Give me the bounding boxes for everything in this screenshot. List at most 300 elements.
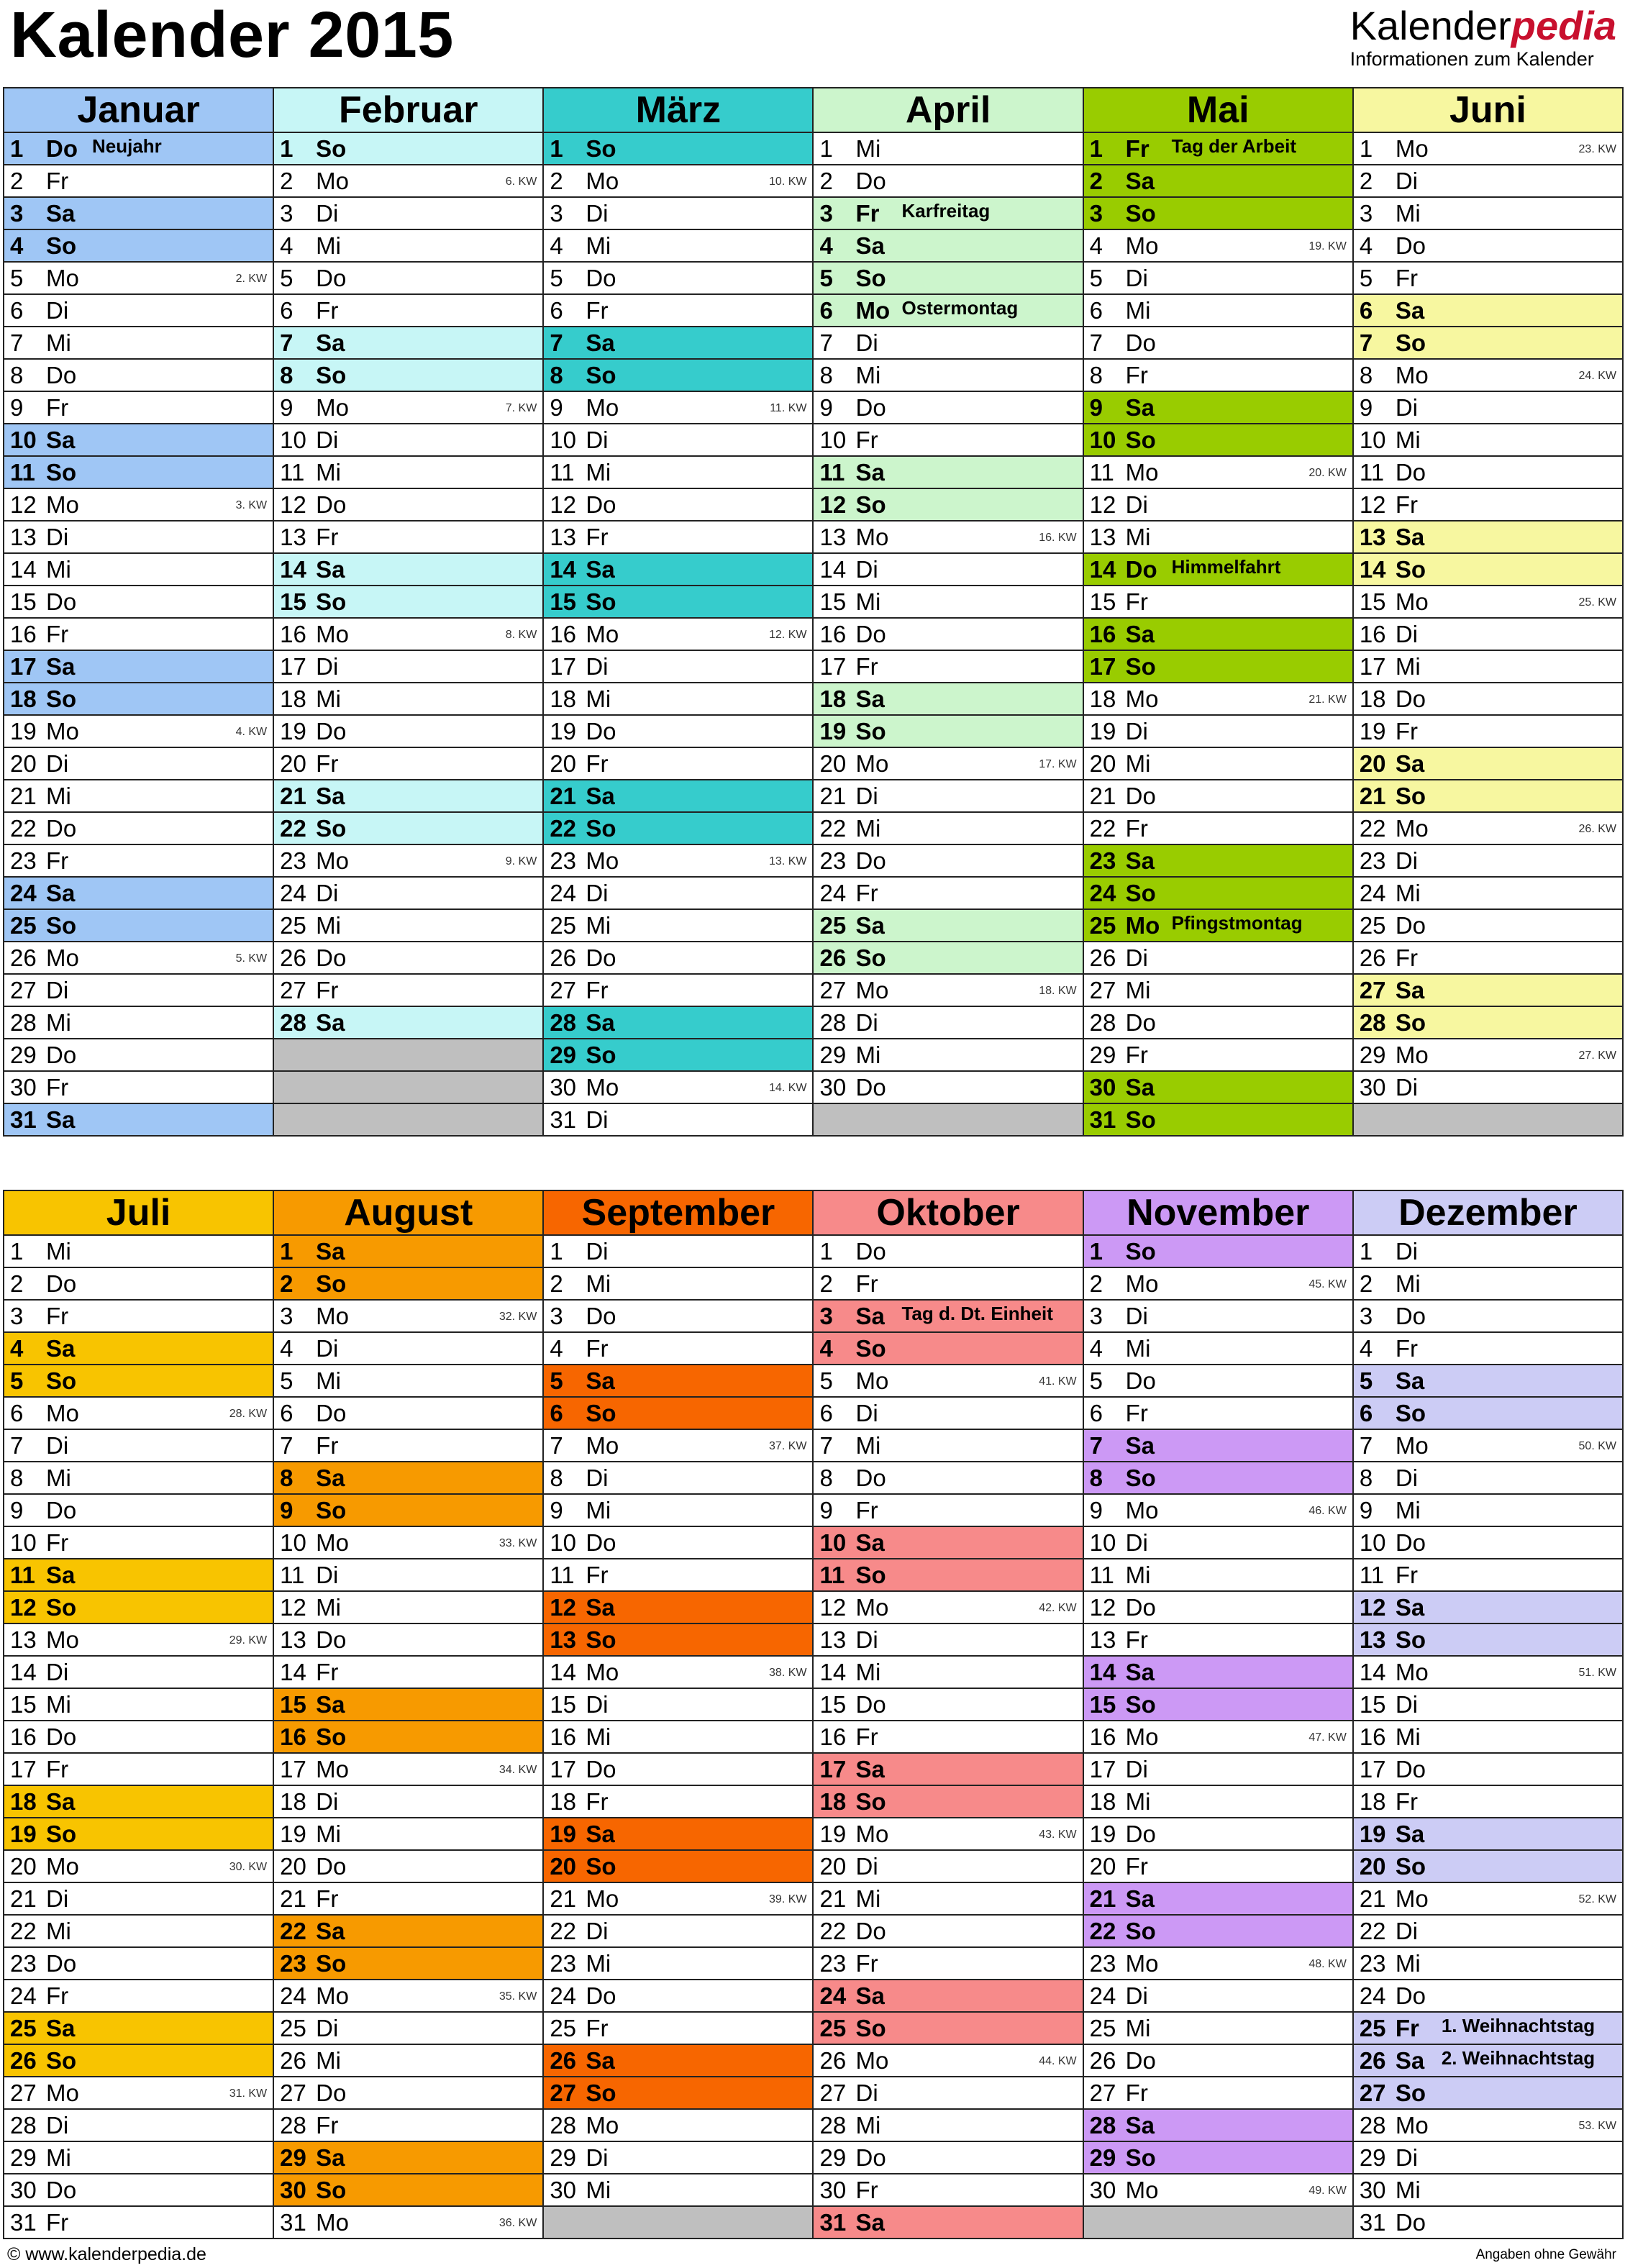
day-row[interactable] (1084, 1268, 1354, 1301)
day-row[interactable] (1084, 1398, 1354, 1430)
day-row[interactable] (4, 392, 274, 424)
day-row[interactable] (274, 1883, 544, 1916)
day-row[interactable] (814, 1430, 1083, 1462)
day-row[interactable] (814, 1039, 1083, 1072)
day-row[interactable] (1354, 165, 1624, 198)
day-row[interactable] (1084, 1301, 1354, 1333)
day-row[interactable] (1084, 748, 1354, 780)
day-row[interactable] (1354, 1365, 1624, 1398)
day-row[interactable] (4, 1236, 274, 1268)
day-row[interactable] (274, 1268, 544, 1301)
day-row[interactable] (274, 2207, 544, 2239)
day-row[interactable] (1084, 1559, 1354, 1592)
day-row[interactable] (1084, 1365, 1354, 1398)
day-row[interactable] (1354, 133, 1624, 165)
day-row[interactable] (274, 1462, 544, 1495)
day-row[interactable] (544, 424, 814, 457)
day-row[interactable] (1084, 360, 1354, 392)
day-row[interactable] (544, 651, 814, 683)
day-row[interactable] (544, 165, 814, 198)
day-row[interactable] (1354, 748, 1624, 780)
day-row[interactable] (1084, 1689, 1354, 1721)
day-row[interactable] (1354, 1786, 1624, 1818)
day-row[interactable] (274, 619, 544, 651)
day-row[interactable] (814, 780, 1083, 813)
day-row[interactable] (274, 2013, 544, 2045)
day-row[interactable] (1354, 910, 1624, 942)
day-row[interactable] (274, 1430, 544, 1462)
day-row[interactable] (814, 910, 1083, 942)
day-row[interactable] (1354, 198, 1624, 230)
day-row[interactable] (814, 1559, 1083, 1592)
day-row[interactable] (1354, 1624, 1624, 1657)
day-row[interactable] (544, 1039, 814, 1072)
day-row[interactable] (4, 1462, 274, 1495)
day-row[interactable] (544, 619, 814, 651)
day-row[interactable] (1084, 327, 1354, 360)
day-row[interactable] (274, 1333, 544, 1365)
day-row[interactable] (544, 198, 814, 230)
day-row[interactable] (544, 1948, 814, 1980)
day-row[interactable] (4, 1268, 274, 1301)
day-row[interactable] (1084, 1980, 1354, 2013)
day-row[interactable] (814, 1592, 1083, 1624)
day-row[interactable] (274, 780, 544, 813)
day-row[interactable] (544, 1592, 814, 1624)
day-row[interactable] (274, 1657, 544, 1689)
day-row[interactable] (814, 554, 1083, 586)
day-row[interactable] (1354, 716, 1624, 748)
day-row[interactable] (544, 813, 814, 845)
day-row[interactable] (814, 1007, 1083, 1039)
day-row[interactable] (1084, 1916, 1354, 1948)
day-row[interactable] (544, 489, 814, 522)
day-row[interactable] (814, 716, 1083, 748)
day-row[interactable] (4, 1980, 274, 2013)
day-row[interactable] (814, 2045, 1083, 2077)
day-row[interactable] (1084, 2142, 1354, 2174)
day-row[interactable] (1084, 1462, 1354, 1495)
day-row[interactable] (4, 942, 274, 975)
day-row[interactable] (544, 910, 814, 942)
day-row[interactable] (814, 1236, 1083, 1268)
day-row[interactable] (1084, 1624, 1354, 1657)
day-row[interactable] (1354, 780, 1624, 813)
day-row[interactable] (274, 586, 544, 619)
day-row[interactable] (1084, 1592, 1354, 1624)
day-row[interactable] (1084, 651, 1354, 683)
day-row[interactable] (1354, 1527, 1624, 1559)
day-row[interactable] (274, 1365, 544, 1398)
day-row[interactable] (544, 1851, 814, 1883)
day-row[interactable] (1354, 1559, 1624, 1592)
day-row[interactable] (1354, 1754, 1624, 1786)
day-row[interactable] (4, 716, 274, 748)
day-row[interactable] (1354, 586, 1624, 619)
day-row[interactable] (274, 295, 544, 327)
day-row[interactable] (1354, 1851, 1624, 1883)
day-row[interactable] (1354, 1818, 1624, 1851)
day-row[interactable] (1354, 230, 1624, 263)
day-row[interactable] (4, 619, 274, 651)
day-row[interactable] (814, 1689, 1083, 1721)
day-row[interactable] (1354, 1007, 1624, 1039)
day-row[interactable] (1084, 392, 1354, 424)
day-row[interactable] (274, 263, 544, 295)
day-row[interactable] (1084, 716, 1354, 748)
day-row[interactable] (4, 1721, 274, 1754)
day-row[interactable] (1084, 1721, 1354, 1754)
day-row[interactable] (1084, 1072, 1354, 1104)
day-row[interactable] (544, 230, 814, 263)
day-row[interactable] (274, 392, 544, 424)
day-row[interactable] (4, 230, 274, 263)
day-row[interactable] (4, 1818, 274, 1851)
day-row[interactable] (274, 1559, 544, 1592)
day-row[interactable] (1354, 1333, 1624, 1365)
day-row[interactable] (274, 813, 544, 845)
day-row[interactable] (4, 1657, 274, 1689)
day-row[interactable] (1354, 1980, 1624, 2013)
day-row[interactable] (1084, 2174, 1354, 2207)
day-row[interactable] (814, 1268, 1083, 1301)
day-row[interactable] (814, 619, 1083, 651)
day-row[interactable] (274, 2045, 544, 2077)
day-row[interactable] (544, 975, 814, 1007)
day-row[interactable] (1354, 554, 1624, 586)
day-row[interactable] (814, 1072, 1083, 1104)
day-row[interactable] (814, 295, 1083, 327)
day-row[interactable] (1084, 1007, 1354, 1039)
day-row[interactable] (1084, 424, 1354, 457)
day-row[interactable] (1084, 1333, 1354, 1365)
day-row[interactable] (4, 2045, 274, 2077)
day-row[interactable] (814, 392, 1083, 424)
day-row[interactable] (814, 457, 1083, 489)
day-row[interactable] (1354, 424, 1624, 457)
day-row[interactable] (544, 1398, 814, 1430)
day-row[interactable] (4, 263, 274, 295)
day-row[interactable] (274, 198, 544, 230)
day-row[interactable] (814, 327, 1083, 360)
day-row[interactable] (1354, 1236, 1624, 1268)
day-row[interactable] (1354, 1268, 1624, 1301)
day-row[interactable] (4, 1689, 274, 1721)
day-row[interactable] (814, 1948, 1083, 1980)
day-row[interactable] (274, 2077, 544, 2110)
day-row[interactable] (544, 1689, 814, 1721)
day-row[interactable] (4, 457, 274, 489)
day-row[interactable] (274, 748, 544, 780)
day-row[interactable] (274, 2174, 544, 2207)
day-row[interactable] (274, 1624, 544, 1657)
day-row[interactable] (1084, 230, 1354, 263)
day-row[interactable] (274, 230, 544, 263)
day-row[interactable] (544, 1624, 814, 1657)
day-row[interactable] (4, 1398, 274, 1430)
day-row[interactable] (1084, 198, 1354, 230)
day-row[interactable] (1084, 1527, 1354, 1559)
day-row[interactable] (544, 586, 814, 619)
day-row[interactable] (1354, 1072, 1624, 1104)
day-row[interactable] (1354, 295, 1624, 327)
day-row[interactable] (274, 1527, 544, 1559)
day-row[interactable] (544, 1007, 814, 1039)
day-row[interactable] (1354, 845, 1624, 878)
day-row[interactable] (1354, 1039, 1624, 1072)
day-row[interactable] (1084, 133, 1354, 165)
day-row[interactable] (1084, 1883, 1354, 1916)
day-row[interactable] (4, 327, 274, 360)
day-row[interactable] (814, 2013, 1083, 2045)
day-row[interactable] (544, 1268, 814, 1301)
day-row[interactable] (1354, 1592, 1624, 1624)
day-row[interactable] (4, 1301, 274, 1333)
day-row[interactable] (544, 263, 814, 295)
day-row[interactable] (814, 1883, 1083, 1916)
day-row[interactable] (1354, 457, 1624, 489)
day-row[interactable] (4, 586, 274, 619)
day-row[interactable] (4, 2142, 274, 2174)
day-row[interactable] (544, 1527, 814, 1559)
day-row[interactable] (814, 230, 1083, 263)
day-row[interactable] (814, 1818, 1083, 1851)
day-row[interactable] (4, 295, 274, 327)
day-row[interactable] (1354, 1916, 1624, 1948)
day-row[interactable] (4, 1948, 274, 1980)
day-row[interactable] (4, 2110, 274, 2142)
day-row[interactable] (4, 2174, 274, 2207)
day-row[interactable] (1354, 813, 1624, 845)
day-row[interactable] (1084, 1818, 1354, 1851)
day-row[interactable] (4, 1007, 274, 1039)
day-row[interactable] (274, 910, 544, 942)
day-row[interactable] (274, 424, 544, 457)
day-row[interactable] (814, 263, 1083, 295)
day-row[interactable] (274, 133, 544, 165)
day-row[interactable] (544, 2174, 814, 2207)
day-row[interactable] (814, 1398, 1083, 1430)
day-row[interactable] (1354, 2077, 1624, 2110)
day-row[interactable] (544, 683, 814, 716)
day-row[interactable] (814, 1657, 1083, 1689)
day-row[interactable] (4, 1104, 274, 1137)
day-row[interactable] (4, 1039, 274, 1072)
day-row[interactable] (544, 1721, 814, 1754)
day-row[interactable] (274, 2110, 544, 2142)
day-row[interactable] (1084, 1786, 1354, 1818)
day-row[interactable] (814, 1527, 1083, 1559)
day-row[interactable] (544, 1104, 814, 1137)
day-row[interactable] (1084, 1104, 1354, 1137)
day-row[interactable] (4, 1624, 274, 1657)
day-row[interactable] (1084, 586, 1354, 619)
day-row[interactable] (814, 586, 1083, 619)
day-row[interactable] (814, 1754, 1083, 1786)
day-row[interactable] (1084, 2077, 1354, 2110)
day-row[interactable] (1354, 1398, 1624, 1430)
day-row[interactable] (544, 780, 814, 813)
footer-url[interactable]: © www.kalenderpedia.de (7, 2244, 206, 2264)
day-row[interactable] (274, 360, 544, 392)
day-row[interactable] (1084, 942, 1354, 975)
day-row[interactable] (274, 1980, 544, 2013)
day-row[interactable] (1084, 1495, 1354, 1527)
day-row[interactable] (274, 327, 544, 360)
day-row[interactable] (1354, 683, 1624, 716)
day-row[interactable] (814, 522, 1083, 554)
day-row[interactable] (274, 1592, 544, 1624)
day-row[interactable] (544, 1657, 814, 1689)
day-row[interactable] (274, 1851, 544, 1883)
day-row[interactable] (544, 457, 814, 489)
day-row[interactable] (274, 1236, 544, 1268)
day-row[interactable] (1354, 1495, 1624, 1527)
day-row[interactable] (1084, 2013, 1354, 2045)
brand-logo[interactable] (1349, 3, 1616, 70)
day-row[interactable] (814, 133, 1083, 165)
day-row[interactable] (4, 1072, 274, 1104)
day-row[interactable] (4, 1527, 274, 1559)
day-row[interactable] (544, 1236, 814, 1268)
day-row[interactable] (274, 2142, 544, 2174)
day-row[interactable] (4, 1430, 274, 1462)
day-row[interactable] (4, 683, 274, 716)
day-row[interactable] (814, 1786, 1083, 1818)
day-row[interactable] (4, 1592, 274, 1624)
day-row[interactable] (1084, 1754, 1354, 1786)
day-row[interactable] (1354, 942, 1624, 975)
day-row[interactable] (274, 1786, 544, 1818)
day-row[interactable] (1354, 2110, 1624, 2142)
day-row[interactable] (1354, 489, 1624, 522)
day-row[interactable] (1084, 1039, 1354, 1072)
day-row[interactable] (1354, 975, 1624, 1007)
day-row[interactable] (4, 845, 274, 878)
day-row[interactable] (814, 360, 1083, 392)
day-row[interactable] (814, 813, 1083, 845)
day-row[interactable] (4, 198, 274, 230)
day-row[interactable] (274, 554, 544, 586)
day-row[interactable] (274, 489, 544, 522)
day-row[interactable] (1354, 1689, 1624, 1721)
day-row[interactable] (274, 1721, 544, 1754)
day-row[interactable] (544, 2045, 814, 2077)
day-row[interactable] (814, 1721, 1083, 1754)
day-row[interactable] (544, 1333, 814, 1365)
day-row[interactable] (814, 1624, 1083, 1657)
day-row[interactable] (4, 2077, 274, 2110)
day-row[interactable] (814, 748, 1083, 780)
day-row[interactable] (1084, 165, 1354, 198)
day-row[interactable] (1354, 651, 1624, 683)
day-row[interactable] (274, 1398, 544, 1430)
day-row[interactable] (274, 716, 544, 748)
day-row[interactable] (544, 1430, 814, 1462)
day-row[interactable] (1084, 1657, 1354, 1689)
day-row[interactable] (544, 1301, 814, 1333)
day-row[interactable] (1084, 489, 1354, 522)
day-row[interactable] (1084, 845, 1354, 878)
day-row[interactable] (814, 942, 1083, 975)
day-row[interactable] (4, 1559, 274, 1592)
day-row[interactable] (4, 489, 274, 522)
day-row[interactable] (4, 1754, 274, 1786)
day-row[interactable] (274, 651, 544, 683)
day-row[interactable] (4, 165, 274, 198)
day-row[interactable] (544, 522, 814, 554)
day-row[interactable] (814, 683, 1083, 716)
day-row[interactable] (544, 133, 814, 165)
day-row[interactable] (1354, 1430, 1624, 1462)
day-row[interactable] (274, 1495, 544, 1527)
day-row[interactable] (4, 780, 274, 813)
day-row[interactable] (1084, 780, 1354, 813)
day-row[interactable] (814, 2174, 1083, 2207)
day-row[interactable] (1354, 2142, 1624, 2174)
day-row[interactable] (544, 1072, 814, 1104)
day-row[interactable] (4, 651, 274, 683)
day-row[interactable] (544, 2013, 814, 2045)
day-row[interactable] (544, 360, 814, 392)
day-row[interactable] (1354, 619, 1624, 651)
day-row[interactable] (544, 392, 814, 424)
day-row[interactable] (814, 1495, 1083, 1527)
day-row[interactable] (1354, 522, 1624, 554)
day-row[interactable] (4, 1916, 274, 1948)
day-row[interactable] (274, 522, 544, 554)
day-row[interactable] (1354, 2174, 1624, 2207)
day-row[interactable] (1084, 295, 1354, 327)
day-row[interactable] (544, 554, 814, 586)
day-row[interactable] (1354, 1948, 1624, 1980)
day-row[interactable] (1354, 1657, 1624, 1689)
day-row[interactable] (1084, 1948, 1354, 1980)
day-row[interactable] (4, 424, 274, 457)
day-row[interactable] (544, 1559, 814, 1592)
day-row[interactable] (274, 1689, 544, 1721)
day-row[interactable] (4, 360, 274, 392)
day-row[interactable] (274, 1301, 544, 1333)
day-row[interactable] (274, 1948, 544, 1980)
day-row[interactable] (1084, 619, 1354, 651)
day-row[interactable] (1084, 975, 1354, 1007)
day-row[interactable] (1354, 2013, 1624, 2045)
day-row[interactable] (544, 716, 814, 748)
day-row[interactable] (814, 1462, 1083, 1495)
day-row[interactable] (544, 1365, 814, 1398)
day-row[interactable] (544, 1754, 814, 1786)
day-row[interactable] (544, 1462, 814, 1495)
day-row[interactable] (1084, 554, 1354, 586)
day-row[interactable] (814, 2142, 1083, 2174)
day-row[interactable] (544, 845, 814, 878)
day-row[interactable] (814, 975, 1083, 1007)
day-row[interactable] (4, 1851, 274, 1883)
day-row[interactable] (1084, 1236, 1354, 1268)
day-row[interactable] (1354, 1462, 1624, 1495)
day-row[interactable] (4, 554, 274, 586)
day-row[interactable] (4, 1333, 274, 1365)
day-row[interactable] (1354, 2045, 1624, 2077)
day-row[interactable] (1084, 910, 1354, 942)
day-row[interactable] (4, 522, 274, 554)
day-row[interactable] (4, 1365, 274, 1398)
day-row[interactable] (4, 975, 274, 1007)
day-row[interactable] (814, 1365, 1083, 1398)
day-row[interactable] (1354, 263, 1624, 295)
day-row[interactable] (1084, 1851, 1354, 1883)
